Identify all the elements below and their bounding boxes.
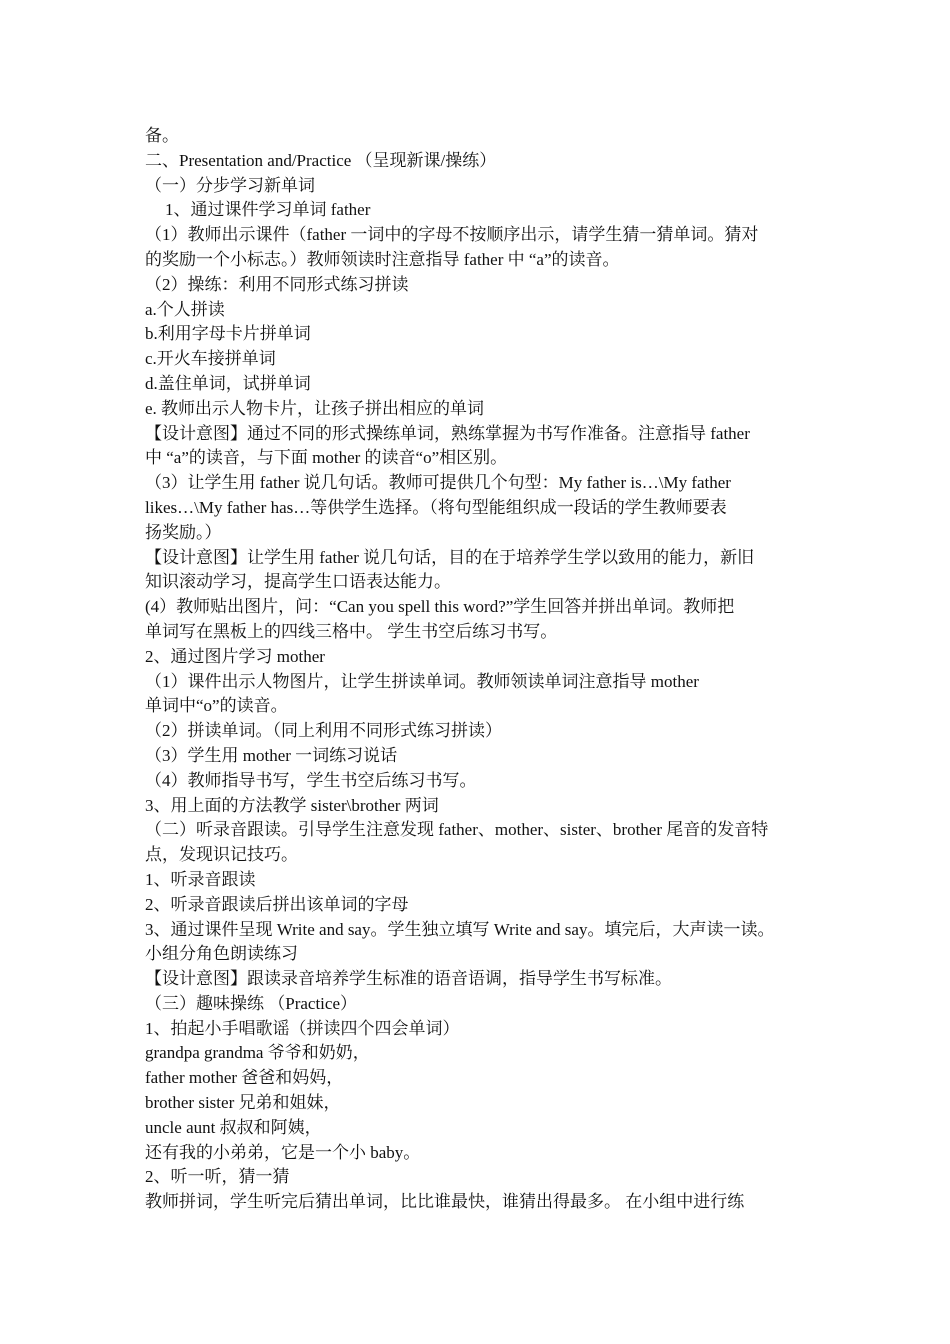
text-line: 1、听录音跟读 — [145, 869, 256, 889]
text-line: 知识滚动学习，提高学生口语表达能力。 — [145, 572, 451, 592]
text-line: （2）操练：利用不同形式练习拼读 — [145, 274, 409, 294]
text-line: （3）学生用 mother 一词练习说话 — [145, 745, 398, 765]
chant-line: uncle aunt 叔叔和阿姨， — [145, 1117, 322, 1137]
list-item: a.个人拼读 — [145, 299, 225, 319]
text-line: 小组分角色朗读练习 — [145, 944, 298, 964]
text-line: 3、通过课件呈现 Write and say。学生独立填写 Write and say。填完后，大声读一读。 — [145, 919, 775, 939]
chant-line: 还有我的小弟弟，它是一个小 baby。 — [145, 1142, 421, 1162]
list-item: b.利用字母卡片拼单词 — [145, 324, 311, 344]
text-line: （1）教师出示课件（father 一词中的字母不按顺序出示，请学生猜一猜单词。猜对 — [145, 225, 759, 245]
text-line: 的奖励一个小标志。）教师领读时注意指导 father 中 “a”的读音。 — [145, 249, 620, 269]
list-item: d.盖住单词，试拼单词 — [145, 373, 311, 393]
text-line: 1、拍起小手唱歌谣（拼读四个四会单词） — [145, 1018, 460, 1038]
text-line: (4）教师贴出图片，问：“Can you spell this word?”学生回答并拼出单词。教师把 — [145, 597, 735, 617]
subsection-heading: （三）趣味操练 （Practice） — [145, 993, 357, 1013]
subsection-heading: （一）分步学习新单词 — [145, 175, 315, 195]
text-line: （3）让学生用 father 说几句话。教师可提供几个句型：My father is…\My father — [145, 473, 731, 493]
text-line: 备。 — [145, 126, 179, 145]
text-line: 中 “a”的读音，与下面 mother 的读音“o”相区别。 — [145, 448, 508, 468]
text-line: （4）教师指导书写，学生书空后练习书写。 — [145, 770, 477, 790]
text-line: 教师拼词，学生听完后猜出单词，比比谁最快，谁猜出得最多。 在小组中进行练 — [145, 1192, 745, 1212]
text-line: 2、听一听，猜一猜 — [145, 1167, 290, 1187]
text-line: 单词写在黑板上的四线三格中。 学生书空后练习书写。 — [145, 621, 558, 641]
text-line: 单词中“o”的读音。 — [145, 696, 288, 716]
subsection-heading: （二）听录音跟读。引导学生注意发现 father、mother、sister、brother 尾音的发音特 — [145, 820, 769, 840]
text-line: 2、听录音跟读后拼出该单词的字母 — [145, 894, 409, 914]
chant-line: grandpa grandma 爷爷和奶奶， — [145, 1043, 370, 1063]
design-intent-note: 【设计意图】通过不同的形式操练单词，熟练掌握为书写作准备。注意指导 father — [145, 423, 750, 443]
list-item: c.开火车接拼单词 — [145, 349, 276, 369]
design-intent-note: 【设计意图】让学生用 father 说几句话，目的在于培养学生学以致用的能力，新旧 — [145, 547, 755, 567]
text-line: 2、通过图片学习 mother — [145, 646, 325, 666]
text-line: likes…\My father has…等供学生选择。（将句型能组织成一段话的学生教师要表 — [145, 497, 727, 517]
chant-line: father mother 爸爸和妈妈， — [145, 1068, 344, 1088]
text-line: 1、通过课件学习单词 father — [165, 200, 371, 220]
chant-line: brother sister 兄弟和姐妹， — [145, 1093, 341, 1113]
design-intent-note: 【设计意图】跟读录音培养学生标准的语音语调，指导学生书写标准。 — [145, 969, 672, 989]
document-body — [145, 124, 825, 1215]
text-line: 3、用上面的方法教学 sister\brother 两词 — [145, 795, 439, 815]
text-line: （2）拼读单词。（同上利用不同形式练习拼读） — [145, 721, 502, 741]
text-line: （1）课件出示人物图片，让学生拼读单词。教师领读单词注意指导 mother — [145, 671, 699, 691]
text-line: 点，发现识记技巧。 — [145, 845, 298, 865]
text-line: 扬奖励。） — [145, 522, 222, 542]
list-item: e. 教师出示人物卡片，让孩子拼出相应的单词 — [145, 398, 485, 418]
section-heading: 二、Presentation and/Practice （呈现新课/操练） — [145, 150, 497, 170]
